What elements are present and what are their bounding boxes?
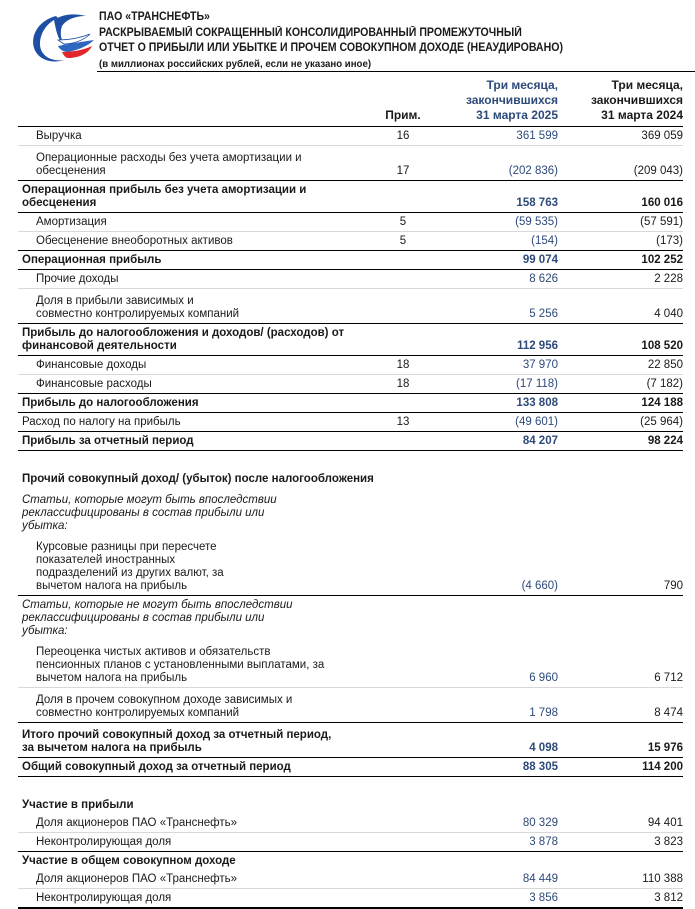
row-label: Финансовые доходы [18, 356, 373, 375]
row-label: Итого прочий совокупный доход за отчетный период, за вычетом налога на прибыль [18, 723, 373, 758]
row-note [373, 758, 433, 777]
row-value-2024: 8 474 [558, 688, 683, 723]
row-value-2025: 158 763 [433, 181, 558, 213]
row-label: Операционная прибыль без учета амортизации и обесценения [18, 181, 373, 213]
row-note: 16 [373, 127, 433, 146]
row-value-2024: 160 016 [558, 181, 683, 213]
table-row-subtotal [18, 394, 683, 413]
row-label: Неконтролирующая доля [18, 833, 373, 852]
row-value-2025: 5 256 [433, 289, 558, 324]
row-value-2025: 1 798 [433, 688, 558, 723]
period-2024-header-line: 31 марта 2024 [601, 108, 683, 122]
row-value-2024: 3 812 [558, 889, 683, 909]
row-value-2024: 15 976 [558, 723, 683, 758]
table-row [18, 535, 683, 596]
row-note [373, 535, 433, 596]
table-row-subtotal [18, 251, 683, 270]
row-value-2025: 88 305 [433, 758, 558, 777]
period-2025-header-line: Три месяца, [486, 78, 558, 92]
transneft-logo-icon [28, 10, 98, 66]
row-value-2024: 98 224 [558, 432, 683, 451]
row-value-2024: 4 040 [558, 289, 683, 324]
row-label: Общий совокупный доход за отчетный период [18, 758, 373, 777]
row-note [373, 723, 433, 758]
row-value-2025: 3 856 [433, 889, 558, 909]
period-2024-header-line: Три месяца, [611, 78, 683, 92]
row-label: Доля в прибыли зависимых и совместно контролируемых компаний [18, 289, 373, 324]
subsection-heading-row [18, 488, 683, 535]
row-value-2025: (17 118) [433, 375, 558, 394]
row-note: 13 [373, 413, 433, 432]
row-note [373, 640, 433, 688]
row-label: Прибыль до налогообложения [18, 394, 373, 413]
table-row [18, 640, 683, 688]
row-value-2024: (7 182) [558, 375, 683, 394]
row-value-2024: 102 252 [558, 251, 683, 270]
period-2025-header-line: закончившихся [465, 93, 558, 107]
row-label: Операционная прибыль [18, 251, 373, 270]
company-name: ПАО «ТРАНСНЕФТЬ» [99, 11, 210, 23]
row-value-2024: (25 964) [558, 413, 683, 432]
table-row-subtotal [18, 723, 683, 758]
row-value-2025: (49 601) [433, 413, 558, 432]
row-value-2025: 4 098 [433, 723, 558, 758]
row-note [373, 289, 433, 324]
row-label: Неконтролирующая доля [18, 889, 373, 909]
row-note: 5 [373, 232, 433, 251]
row-note [373, 394, 433, 413]
table-row [18, 889, 683, 909]
row-value-2025: 37 970 [433, 356, 558, 375]
row-value-2025: 112 956 [433, 324, 558, 356]
row-label: Амортизация [18, 213, 373, 232]
income-statement-table [18, 78, 683, 909]
row-value-2024: 110 388 [558, 870, 683, 889]
subsection-heading-row [18, 596, 683, 641]
report-title-line1: РАСКРЫВАЕМЫЙ СОКРАЩЕННЫЙ КОНСОЛИДИРОВАННЫЙ ПРОМЕЖУТОЧНЫЙ [99, 26, 522, 39]
row-value-2024: 2 228 [558, 270, 683, 289]
row-label: Обесценение внеоборотных активов [18, 232, 373, 251]
row-value-2024: 124 188 [558, 394, 683, 413]
section-heading-row [18, 777, 683, 815]
table-row [18, 413, 683, 432]
row-value-2024: (209 043) [558, 146, 683, 181]
row-value-2025: 133 808 [433, 394, 558, 413]
row-label: Операционные расходы без учета амортизации и обесценения [18, 146, 373, 181]
table-row [18, 146, 683, 181]
table-row [18, 270, 683, 289]
period-2025-header-line: 31 марта 2025 [476, 108, 558, 122]
row-note [373, 814, 433, 833]
row-value-2024: 114 200 [558, 758, 683, 777]
section-heading-row [18, 451, 683, 489]
period-2024-header-line: закончившихся [590, 93, 683, 107]
row-note: 5 [373, 213, 433, 232]
section-heading: Участие в прибыли [22, 799, 134, 811]
row-note [373, 833, 433, 852]
table-row [18, 127, 683, 146]
subsection-heading: Статьи, которые могут быть впоследствии реклассифицированы в состав прибыли или убытка: [22, 494, 277, 532]
row-note [373, 324, 433, 356]
row-value-2024: (57 591) [558, 213, 683, 232]
subsection-heading: Статьи, которые не могут быть впоследствии реклассифицированы в состав прибыли или убытка: [22, 599, 293, 637]
row-note: 18 [373, 356, 433, 375]
row-value-2024: 790 [558, 535, 683, 596]
row-value-2024: 108 520 [558, 324, 683, 356]
table-row [18, 833, 683, 852]
section-heading-row [18, 852, 683, 871]
table-row-subtotal [18, 324, 683, 356]
table-row [18, 356, 683, 375]
row-value-2025: 84 207 [433, 432, 558, 451]
column-header-row [18, 78, 683, 127]
table-row [18, 688, 683, 723]
section-heading: Участие в общем совокупном доходе [22, 855, 236, 867]
row-value-2025: 3 878 [433, 833, 558, 852]
row-note [373, 270, 433, 289]
row-value-2024: (173) [558, 232, 683, 251]
header-divider [97, 71, 695, 72]
table-row [18, 232, 683, 251]
period-2025-header [433, 78, 558, 127]
row-value-2024: 94 401 [558, 814, 683, 833]
table-row [18, 289, 683, 324]
row-note [373, 889, 433, 909]
row-label: Выручка [18, 127, 373, 146]
row-note [373, 688, 433, 723]
row-label: Курсовые разницы при пересчете показателей иностранных подразделений из других валют, за вычетом налога на прибыль [18, 535, 373, 596]
row-label: Доля акционеров ПАО «Транснефть» [18, 870, 373, 889]
row-value-2025: 84 449 [433, 870, 558, 889]
row-note [373, 432, 433, 451]
row-value-2025: 80 329 [433, 814, 558, 833]
row-note [373, 870, 433, 889]
row-value-2025: (202 836) [433, 146, 558, 181]
row-value-2025: 99 074 [433, 251, 558, 270]
report-title-line2: ОТЧЕТ О ПРИБЫЛИ ИЛИ УБЫТКЕ И ПРОЧЕМ СОВОКУПНОМ ДОХОДЕ (НЕАУДИРОВАНО) [99, 42, 563, 54]
table-row [18, 814, 683, 833]
period-2024-header [558, 78, 683, 127]
row-note [373, 181, 433, 213]
row-label: Прибыль за отчетный период [18, 432, 373, 451]
row-value-2024: 6 712 [558, 640, 683, 688]
note-column-header: Прим. [373, 78, 433, 127]
row-note: 18 [373, 375, 433, 394]
row-label: Финансовые расходы [18, 375, 373, 394]
row-label: Прибыль до налогообложения и доходов/ (расходов) от финансовой деятельности [18, 324, 373, 356]
row-value-2025: (4 660) [433, 535, 558, 596]
row-label: Расход по налогу на прибыль [18, 413, 373, 432]
row-value-2025: 6 960 [433, 640, 558, 688]
row-label: Переоценка чистых активов и обязательств пенсионных планов с установленными выплатами, за вычетом налога на прибыль [18, 640, 373, 688]
row-value-2024: 3 823 [558, 833, 683, 852]
row-value-2025: 8 626 [433, 270, 558, 289]
table-row-total [18, 432, 683, 451]
table-row-subtotal [18, 181, 683, 213]
table-row [18, 375, 683, 394]
report-header [0, 0, 695, 75]
table-row [18, 870, 683, 889]
row-label: Доля в прочем совокупном доходе зависимых и совместно контролируемых компаний [18, 688, 373, 723]
units-note: (в миллионах российских рублей, если не указано иное) [99, 57, 372, 70]
table-row-total [18, 758, 683, 777]
row-value-2025: (154) [433, 232, 558, 251]
row-note [373, 251, 433, 270]
row-value-2025: (59 535) [433, 213, 558, 232]
label-column-header [18, 78, 373, 127]
table-row [18, 213, 683, 232]
row-label: Доля акционеров ПАО «Транснефть» [18, 814, 373, 833]
row-value-2024: 22 850 [558, 356, 683, 375]
section-heading: Прочий совокупный доход/ (убыток) после налогообложения [22, 473, 374, 485]
row-value-2024: 369 059 [558, 127, 683, 146]
row-value-2025: 361 599 [433, 127, 558, 146]
row-label: Прочие доходы [18, 270, 373, 289]
row-note: 17 [373, 146, 433, 181]
